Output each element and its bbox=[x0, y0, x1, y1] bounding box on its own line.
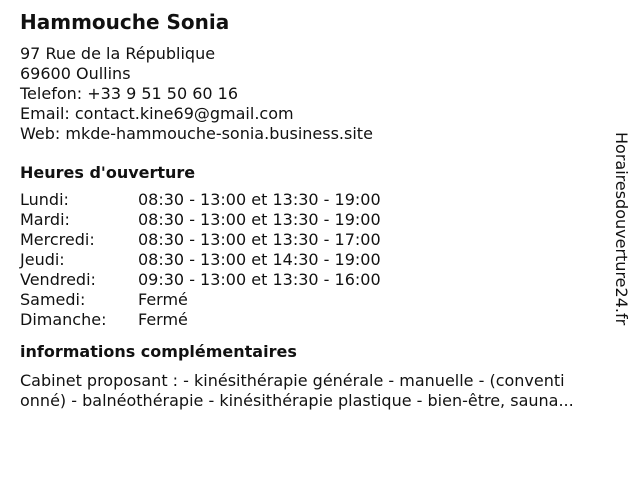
hours-table bbox=[20, 190, 620, 330]
watermark bbox=[610, 132, 632, 344]
day-label: Vendredi: bbox=[20, 270, 96, 289]
hours-row-wednesday bbox=[20, 230, 620, 250]
hours-value: 08:30 - 13:00 et 13:30 - 19:00 bbox=[138, 190, 381, 209]
hours-value: 08:30 - 13:00 et 13:30 - 19:00 bbox=[138, 210, 381, 229]
hours-value: 09:30 - 13:00 et 13:30 - 16:00 bbox=[138, 270, 381, 289]
phone-line: Telefon: +33 9 51 50 60 16 bbox=[20, 84, 239, 103]
day-label: Mardi: bbox=[20, 210, 70, 229]
day-label: Samedi: bbox=[20, 290, 86, 309]
info-text-line: Cabinet proposant : - kinésithérapie générale - manuelle - (conventi bbox=[20, 371, 565, 390]
info-text bbox=[20, 371, 630, 411]
hours-value: 08:30 - 13:00 et 14:30 - 19:00 bbox=[138, 250, 381, 269]
hours-row-monday bbox=[20, 190, 620, 210]
day-label: Lundi: bbox=[20, 190, 69, 209]
hours-value: Fermé bbox=[138, 310, 188, 329]
watermark-text: Horairesdouverture24.fr bbox=[612, 132, 631, 326]
hours-row-thursday bbox=[20, 250, 620, 270]
day-label: Mercredi: bbox=[20, 230, 95, 249]
address-city: 69600 Oullins bbox=[20, 64, 131, 83]
info-text-line: onné) - balnéothérapie - kinésithérapie plastique - bien-être, sauna... bbox=[20, 391, 574, 410]
day-label: Jeudi: bbox=[20, 250, 65, 269]
address-street: 97 Rue de la République bbox=[20, 44, 216, 63]
info-title: informations complémentaires bbox=[20, 342, 297, 361]
hours-title: Heures d'ouverture bbox=[20, 163, 196, 182]
hours-value: 08:30 - 13:00 et 13:30 - 17:00 bbox=[138, 230, 381, 249]
hours-row-sunday bbox=[20, 310, 620, 330]
business-card bbox=[20, 8, 620, 411]
hours-row-tuesday bbox=[20, 210, 620, 230]
hours-row-saturday bbox=[20, 290, 620, 310]
contact-block bbox=[20, 44, 620, 144]
business-name: Hammouche Sonia bbox=[20, 10, 230, 34]
day-label: Dimanche: bbox=[20, 310, 107, 329]
hours-row-friday bbox=[20, 270, 620, 290]
hours-value: Fermé bbox=[138, 290, 188, 309]
web-line: Web: mkde-hammouche-sonia.business.site bbox=[20, 124, 373, 143]
email-line: Email: contact.kine69@gmail.com bbox=[20, 104, 294, 123]
